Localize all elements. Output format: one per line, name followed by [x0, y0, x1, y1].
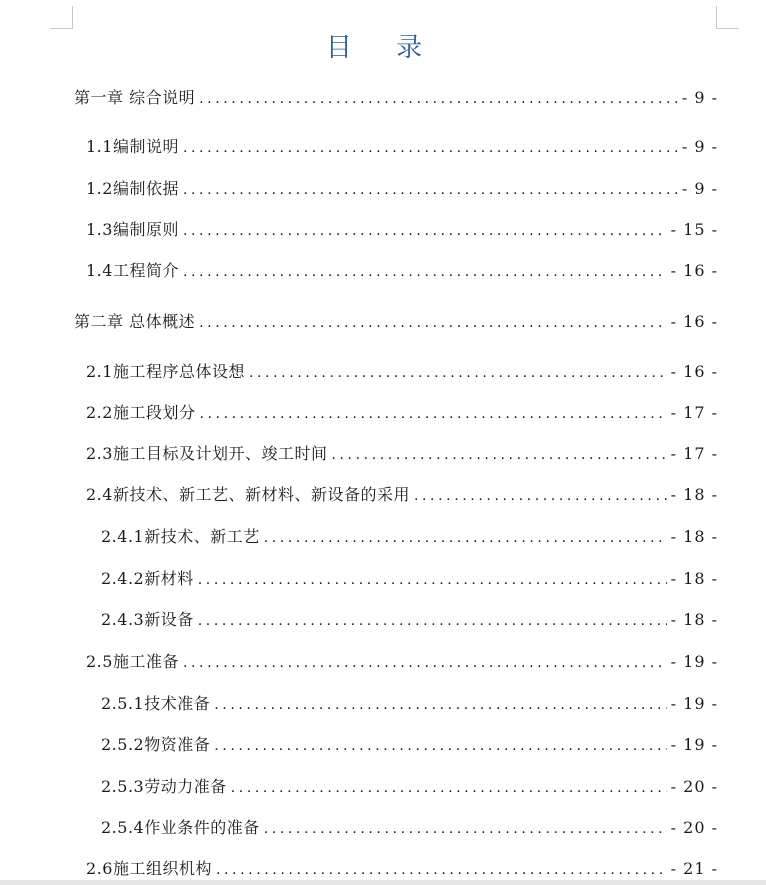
margin-corner-mark-top-left [50, 6, 73, 29]
toc-entry-page-number: - 16 - [670, 312, 718, 331]
toc-entry-page-number: - 18 - [670, 485, 718, 504]
toc-entry[interactable] [86, 651, 718, 674]
toc-dot-leader [183, 137, 678, 159]
toc-entry[interactable] [101, 776, 718, 799]
toc-entry[interactable] [86, 136, 718, 159]
toc-dot-leader [199, 312, 667, 334]
toc-entry-page-number: - 16 - [670, 261, 718, 280]
toc-dot-leader [264, 527, 667, 549]
toc-dot-leader [214, 735, 666, 757]
toc-entry[interactable] [86, 858, 718, 881]
toc-dot-leader [183, 220, 667, 242]
toc-entry-label: 2.5.3劳动力准备 [101, 777, 227, 796]
toc-entry-page-number: - 17 - [670, 444, 718, 463]
toc-entry[interactable] [86, 219, 718, 242]
toc-entry-label: 1.1编制说明 [86, 137, 179, 156]
toc-entry-label: 2.5.2物资准备 [101, 735, 211, 754]
toc-entry[interactable] [101, 568, 718, 591]
toc-entry[interactable] [86, 402, 718, 425]
toc-dot-leader [214, 694, 666, 716]
toc-entry-label: 1.3编制原则 [86, 220, 179, 239]
toc-entry[interactable] [86, 484, 718, 507]
toc-entry-label: 2.3施工目标及计划开、竣工时间 [86, 444, 328, 463]
toc-entry[interactable] [86, 260, 718, 283]
toc-entry-page-number: - 21 - [670, 859, 718, 878]
toc-dot-leader [183, 179, 678, 201]
toc-title: 目 录 [325, 33, 441, 63]
toc-entry[interactable] [101, 526, 718, 549]
toc-dot-leader [249, 362, 667, 384]
toc-entry-page-number: - 19 - [670, 694, 718, 713]
toc-entry-label: 第二章 总体概述 [74, 312, 196, 331]
toc-entry-label: 第一章 综合说明 [74, 88, 196, 107]
toc-entry-page-number: - 18 - [670, 569, 718, 588]
toc-entry[interactable] [101, 817, 718, 840]
toc-entry[interactable] [86, 361, 718, 384]
toc-dot-leader [231, 777, 667, 799]
toc-entry-page-number: - 20 - [670, 777, 718, 796]
toc-entry-page-number: - 19 - [670, 735, 718, 754]
toc-entry-page-number: - 18 - [670, 610, 718, 629]
toc-entry-label: 2.2施工段划分 [86, 403, 196, 422]
toc-entry-page-number: - 15 - [670, 220, 718, 239]
toc-dot-leader [183, 652, 667, 674]
toc-entry-label: 2.5施工准备 [86, 652, 179, 671]
toc-dot-leader [331, 444, 666, 466]
toc-entry[interactable] [101, 693, 718, 716]
toc-entry-label: 2.6施工组织机构 [86, 859, 212, 878]
toc-entry-label: 1.4工程简介 [86, 261, 179, 280]
toc-dot-leader [264, 818, 667, 840]
toc-entry-label: 2.4.2新材料 [101, 569, 194, 588]
toc-entry[interactable] [101, 609, 718, 632]
toc-dot-leader [414, 485, 667, 507]
toc-entry-label: 2.5.1技术准备 [101, 694, 211, 713]
toc-entry-label: 2.4.1新技术、新工艺 [101, 527, 260, 546]
toc-entry-label: 2.1施工程序总体设想 [86, 362, 245, 381]
toc-entry-page-number: - 9 - [681, 137, 718, 156]
page-bottom-edge [0, 880, 766, 885]
toc-entry-label: 2.5.4作业条件的准备 [101, 818, 260, 837]
toc-entry[interactable] [74, 311, 718, 334]
toc-dot-leader [198, 569, 667, 591]
toc-entry-label: 2.4新技术、新工艺、新材料、新设备的采用 [86, 485, 410, 504]
toc-entry-page-number: - 9 - [681, 88, 718, 107]
toc-dot-leader [183, 261, 667, 283]
toc-dot-leader [216, 859, 667, 881]
toc-entry[interactable] [74, 87, 718, 110]
toc-entry-page-number: - 9 - [681, 179, 718, 198]
toc-dot-leader [198, 610, 667, 632]
toc-entry[interactable] [101, 734, 718, 757]
toc-entry[interactable] [86, 443, 718, 466]
toc-dot-leader [199, 403, 666, 425]
toc-entry[interactable] [86, 178, 718, 201]
margin-corner-mark-top-right [716, 6, 739, 29]
toc-entry-page-number: - 18 - [670, 527, 718, 546]
toc-entry-page-number: - 20 - [670, 818, 718, 837]
toc-entry-page-number: - 19 - [670, 652, 718, 671]
toc-entry-label: 2.4.3新设备 [101, 610, 194, 629]
toc-dot-leader [199, 88, 678, 110]
toc-entry-page-number: - 16 - [670, 362, 718, 381]
toc-entry-label: 1.2编制依据 [86, 179, 179, 198]
toc-entry-page-number: - 17 - [670, 403, 718, 422]
